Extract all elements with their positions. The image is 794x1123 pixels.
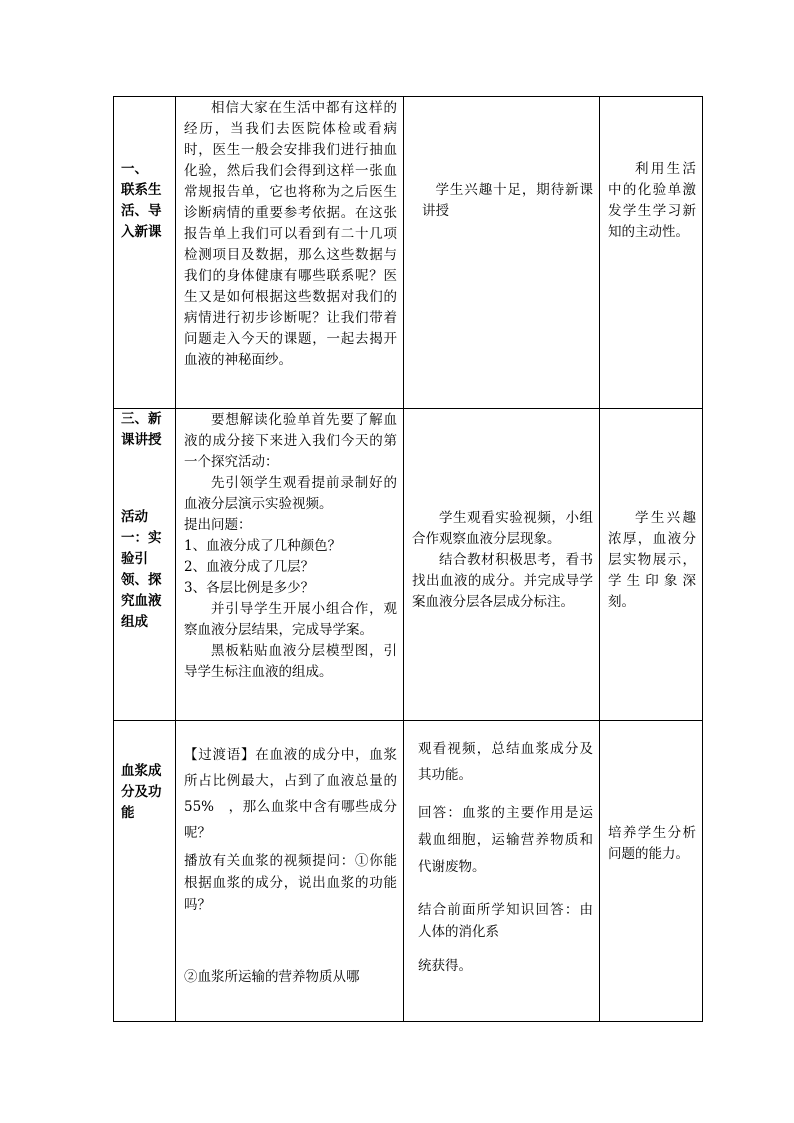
- stage-label: 一、: [121, 161, 148, 177]
- stage-label: 三、新课讲授: [121, 411, 162, 448]
- table-row: [114, 97, 703, 409]
- student-paragraph: 结合前面所学知识回答：由人体的消化系: [418, 902, 593, 940]
- teacher-paragraph: 相信大家在生活中都有这样的经历，当我们去医院体检或看病时，医生一般会安排我们进行抽血化验，然后我们会得到这样一张血常规报告单，它也将称为之后医生诊断病情的重要参考依据。在这张报告单上我们可以看到有二十几项检测项目及数据，那么这些数据与我们的身体健康有哪些联系呢？医生又是如何根据这些数据对我们的病情进行初步诊断呢？让我们带着问题走入今天的课题，一起去揭开血液的神秘面纱。: [184, 100, 397, 368]
- design-intent-cell: [600, 97, 703, 409]
- teacher-paragraph: 播放有关血浆的视频提问：①你能根据血浆的成分，说出血浆的功能吗？: [184, 853, 397, 913]
- teacher-paragraph: 并引导学生开展小组合作，观察血液分层结果，完成导学案。: [184, 601, 397, 638]
- teacher-paragraph: 黑板粘贴血液分层模型图，引导学生标注血液的组成。: [184, 643, 397, 680]
- teacher-activity-cell: [176, 409, 404, 721]
- teacher-question: 2、血液分成了几层？: [184, 559, 315, 575]
- student-activity-cell: [404, 97, 600, 409]
- intent-paragraph: 利用生活中的化验单激发学生学习新知的主动性。: [608, 161, 696, 240]
- teacher-paragraph: 要想解读化验单首先要了解血液的成分接下来进入我们今天的第一个探究活动：: [184, 412, 397, 470]
- student-activity-cell: [404, 721, 600, 1022]
- teacher-question: 1、血液分成了几种颜色？: [184, 538, 342, 554]
- lesson-plan-table: [113, 96, 703, 1022]
- student-paragraph: 学生观看实验视频，小组合作观察血液分层现象。: [412, 510, 593, 547]
- teacher-paragraph: 先引领学生观看提前录制好的血液分层演示实验视频。: [184, 475, 397, 512]
- student-paragraph: 学生兴趣十足，期待新课讲授: [422, 182, 593, 219]
- table-row: [114, 721, 703, 1022]
- teacher-paragraph: 提出问题：: [184, 517, 252, 533]
- stage-cell: [114, 721, 176, 1022]
- teacher-paragraph: ②血浆所运输的营养物质从哪: [184, 969, 360, 985]
- teacher-paragraph: 【过渡语】在血液的成分中，血浆所占比例最大，占到了血液总量的55% ，那么血浆中含有哪些成分呢？: [184, 747, 397, 841]
- design-intent-cell: [600, 721, 703, 1022]
- design-intent-cell: [600, 409, 703, 721]
- student-paragraph: 统获得。: [418, 958, 472, 974]
- teacher-activity-cell: [176, 97, 404, 409]
- table-row: [114, 409, 703, 721]
- teacher-activity-cell: [176, 721, 404, 1022]
- intent-paragraph: 培养学生分析问题的能力。: [608, 825, 696, 862]
- stage-cell: [114, 97, 176, 409]
- student-paragraph: 回答：血浆的主要作用是运载血细胞，运输营养物质和代谢废物。: [418, 805, 593, 875]
- stage-cell: [114, 409, 176, 721]
- stage-label: 活动一：实验引领、探究血液组成: [121, 509, 162, 630]
- teacher-question: 3、各层比例是多少？: [184, 580, 315, 596]
- stage-label: 血浆成分及功能: [121, 763, 162, 821]
- student-paragraph: 结合教材积极思考，看书找出血液的成分。并完成导学案血液分层各层成分标注。: [412, 552, 593, 610]
- student-paragraph: 观看视频，总结血浆成分及其功能。: [418, 741, 593, 783]
- stage-label: 联系生活、导入新课: [121, 182, 162, 240]
- student-activity-cell: [404, 409, 600, 721]
- intent-paragraph: 学生兴趣浓厚，血液分层实物展示，学生印象深刻。: [608, 510, 696, 610]
